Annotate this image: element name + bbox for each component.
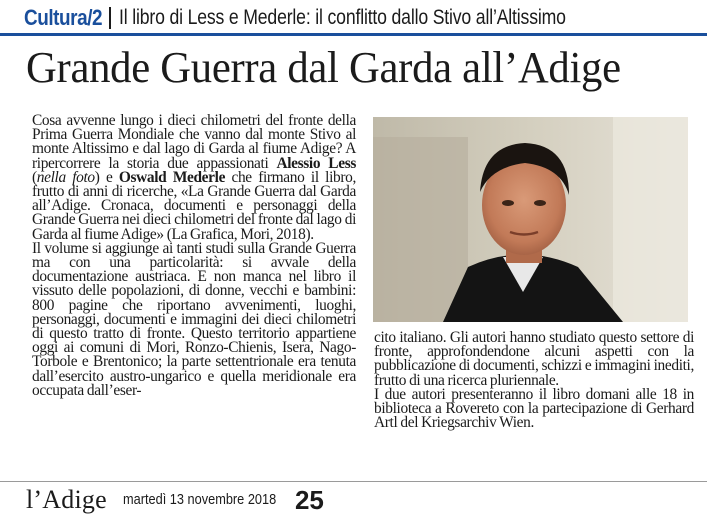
author-photo — [373, 117, 688, 322]
article-paragraph: I due autori presenteranno il libro domani alle 18 in biblioteca a Rovereto con la partecipazione di Gerhard Artl del Kriegsarchiv Wien. — [374, 385, 694, 432]
article-paragraph — [32, 114, 356, 242]
issue-date: martedì 13 novembre 2018 — [122, 492, 277, 508]
text-run: ( — [32, 168, 37, 186]
masthead-logo: l’Adige — [26, 485, 107, 514]
text-run: Cosa avvenne lungo i dieci chilometri del fronte della Prima Guerra Mondiale che vanno dal monte Stivo al monte Altissimo e dal lago di Garda al fiume Adige? A ripercorrere la storia due appassionati — [32, 112, 356, 172]
author-name: Alessio Less — [276, 154, 356, 172]
photo-reference: nella foto — [36, 168, 95, 186]
text-run: ) e — [94, 168, 119, 186]
portrait-photo-icon — [373, 117, 688, 322]
section-label: Cultura/2 — [24, 5, 103, 30]
article-paragraph: cito italiano. Gli autori hanno studiato questo settore di fronte, approfondendone alcuni aspetti con la pubblicazione di documenti, schizzi e immagini inediti, frutto di una ricerca pluriennale. — [374, 329, 694, 389]
article-paragraph: Il volume si aggiunge ai tanti studi sulla Grande Guerra ma con una particolarità: si avvale della documentazione austriaca. E non manca nel libro il vissuto delle popolazioni, di donne, vecchi e bambini: 800 pagine che riportano avvenimenti, luoghi, personaggi, documenti e immagini dei dieci chilometri di questo tratto di fronte. Questo territorio appartiene oggi ai comuni di Mori, Ronzo-Chienis, Isera, Nago-Torbole e Brentonico; la parte settentrionale era tenuta dall’esercito austro-ungarico e quella meridionale era occupata dall’eser- — [32, 239, 356, 399]
top-rule — [0, 33, 707, 36]
headline: Grande Guerra dal Garda all’Adige — [26, 43, 621, 92]
page-number: 25 — [294, 484, 324, 515]
section-kicker: Il libro di Less e Mederle: il conflitto dallo Stivo all’Altissimo — [118, 6, 566, 29]
section-header — [24, 3, 707, 33]
article-column-left — [32, 114, 356, 398]
article-column-right — [374, 331, 694, 430]
footer-rule — [0, 481, 707, 482]
author-name: Oswald Mederle — [118, 168, 226, 186]
section-divider — [109, 7, 111, 29]
page-footer — [26, 483, 324, 517]
text-run: che firmano il libro, frutto di anni di ricerche, «La Grande Guerra dal Garda all’Adige. Cronaca, documenti e personaggi della Grande Guerra nei dieci chilometri del fronte dal lago di Garda al fiume Adige» (La Grafica, Mori, 2018). — [32, 168, 356, 243]
